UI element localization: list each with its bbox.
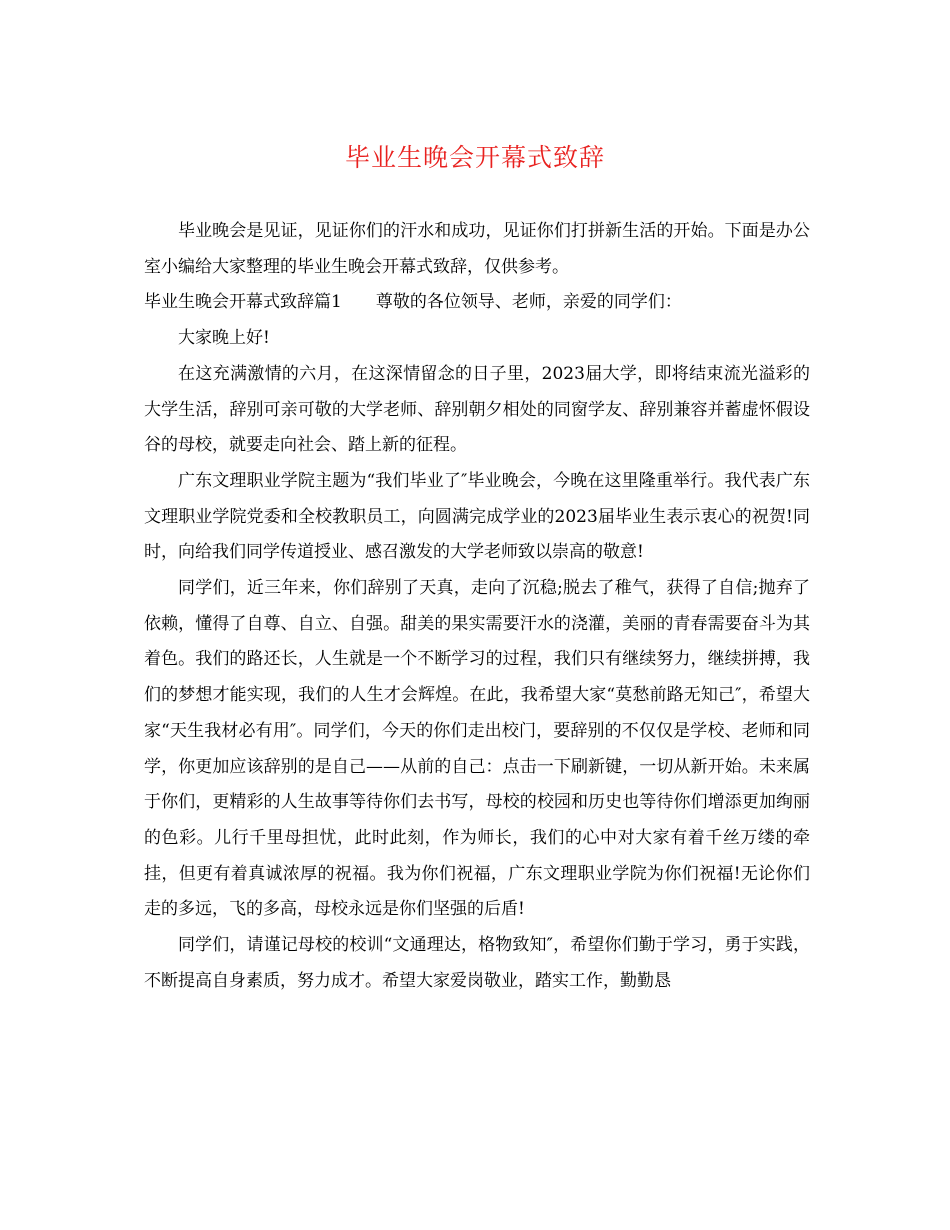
greeting-paragraph: 大家晚上好! — [178, 328, 270, 349]
document-title: 毕业生晚会开幕式致辞 — [344, 143, 605, 172]
body-paragraph: 同学们，近三年来，你们辞别了天真，走向了沉稳;脱去了稚气，获得了自信;抛弃了依赖，懂得了自尊、自立、自强。甜美的果实需要汗水的浇灌，美丽的青春需要奋斗为其着色。我们的路还长，人生就是一个不断学习的过程，我们只有继续努力，继续拼搏，我们的梦想才能实现，我们的人生才会辉煌。在此，我希望大家“莫愁前路无知己″，希望大家“天生我材必有用″。同学们，今天的你们走出校门，要辞别的不仅仅是学校、老师和同学，你更加应该辞别的是自己——从前的自己：点击一下刷新键，一切从新开始。未来属于你们，更精彩的人生故事等待你们去书写，母校的校园和历史也等待你们增添更加绚丽的色彩。儿行千里母担忧，此时此刻，作为师长，我们的心中对大家有着千丝万缕的牵挂，但更有着真诚浓厚的祝福。我为你们祝福，广东文理职业学院为你们祝福!无论你们走的多远，飞的多高，母校永远是你们坚强的后盾! — [144, 578, 810, 920]
body-paragraph: 在这充满激情的六月，在这深情留念的日子里，2023届大学，即将结束流光溢彩的大学生活，辞别可亲可敬的大学老师、辞别朝夕相处的同窗学友、辞别兼容并蓄虚怀假设谷的母校，就要走向社会、踏上新的征程。 — [144, 363, 810, 456]
intro-paragraph: 毕业晚会是见证，见证你们的汗水和成功，见证你们打拼新生活的开始。下面是办公室小编给大家整理的毕业生晚会开幕式致辞，仅供参考。 — [144, 221, 810, 277]
salutation: 尊敬的各位领导、老师，亲爱的同学们： — [375, 292, 682, 313]
body-paragraph: 广东文理职业学院主题为“我们毕业了″毕业晚会，今晚在这里隆重举行。我代表广东文理职业学院党委和全校教职员工，向圆满完成学业的2023届毕业生表示衷心的祝贺!同时，向给我们同学传道授业、感召激发的大学老师致以崇高的敬意! — [144, 470, 810, 563]
document-body — [144, 214, 810, 999]
body-paragraph: 同学们，请谨记母校的校训“文通理达，格物致知″，希望你们勤于学习，勇于实践，不断提高自身素质，努力成才。希望大家爱岗敬业，踏实工作，勤勤恳 — [144, 935, 810, 991]
section-heading: 毕业生晚会开幕式致辞篇1 — [144, 292, 342, 313]
section-heading-line — [144, 285, 810, 321]
